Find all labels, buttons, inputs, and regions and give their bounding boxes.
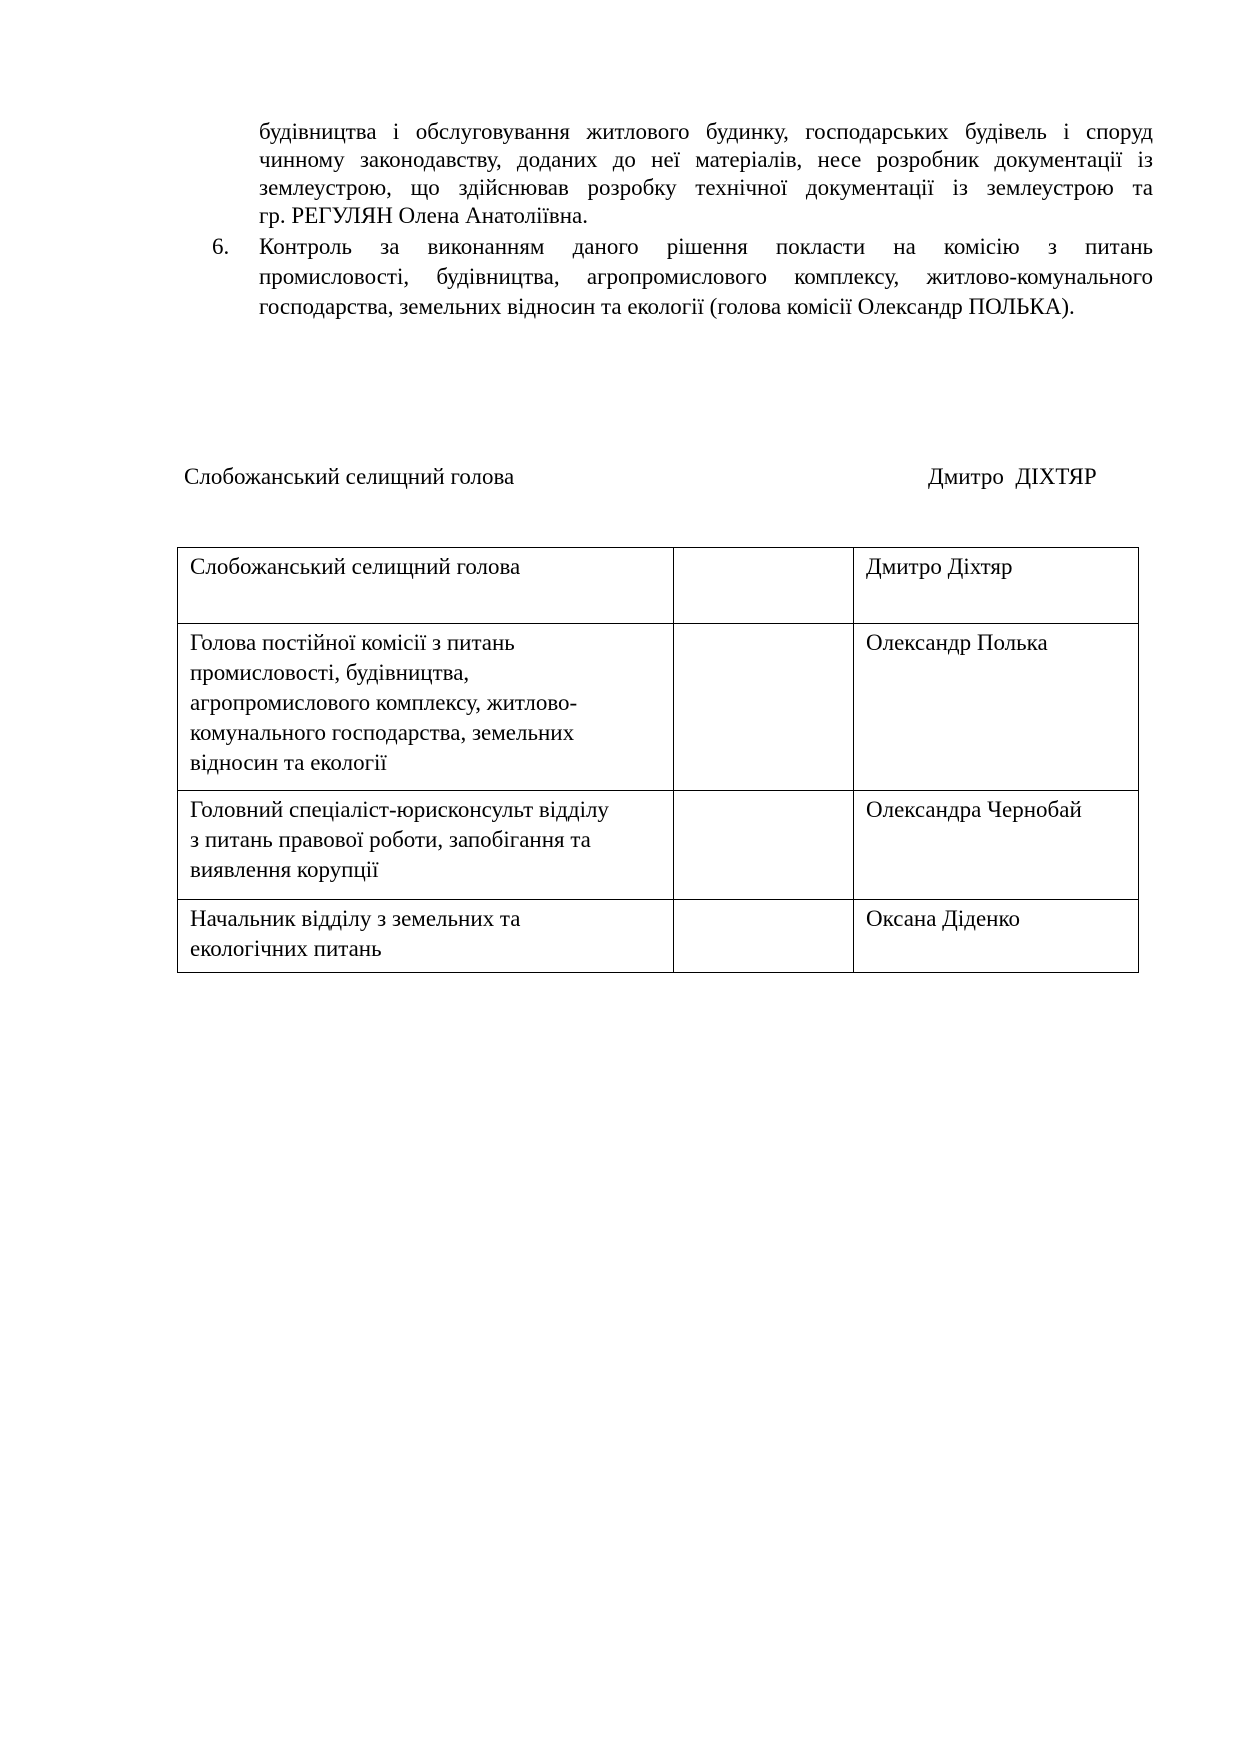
paragraph-line: чинному законодавству, доданих до неї матеріалів, несе розробник документації із — [259, 147, 1153, 172]
approver-position: Начальник відділу з земельних та екологічних питань — [178, 900, 674, 973]
approval-table — [177, 547, 1139, 973]
approver-name: Олександра Чернобай — [854, 791, 1139, 900]
approver-signature-cell — [674, 900, 854, 973]
item-line: промисловості, будівництва, агропромислового комплексу, житлово-комунального — [259, 264, 1153, 289]
signatory-position: Слобожанський селищний голова — [184, 464, 515, 489]
signature-block — [0, 464, 1240, 494]
approver-signature-cell — [674, 624, 854, 791]
paragraph-line: гр. РЕГУЛЯН Олена Анатоліївна. — [259, 203, 588, 228]
item-number: 6. — [212, 234, 230, 259]
approver-name: Оксана Діденко — [854, 900, 1139, 973]
decision-continuation-paragraph — [259, 118, 1153, 230]
approval-row — [178, 624, 1139, 791]
approver-name: Олександр Полька — [854, 624, 1139, 791]
approval-row — [178, 900, 1139, 973]
approval-row — [178, 791, 1139, 900]
item-text — [259, 232, 1153, 322]
item-line: Контроль за виконанням даного рішення покласти на комісію з питань — [259, 234, 1153, 259]
paragraph-line: будівництва і обслуговування житлового будинку, господарських будівель і споруд — [259, 119, 1153, 144]
approver-position: Слобожанський селищний голова — [178, 548, 674, 624]
approval-row — [178, 548, 1139, 624]
approver-position: Головний спеціаліст-юрисконсульт відділу з питань правової роботи, запобігання та виявлення корупції — [178, 791, 674, 900]
item-line: господарства, земельних відносин та екології (голова комісії Олександр ПОЛЬКА). — [259, 294, 1075, 319]
approver-position: Голова постійної комісії з питань промисловості, будівництва, агропромислового комплексу, житлово- комунального господарства, земельних відносин та екології — [178, 624, 674, 791]
signatory-name: Дмитро ДІХТЯР — [928, 464, 1097, 489]
approver-signature-cell — [674, 548, 854, 624]
paragraph-line: землеустрою, що здійснював розробку технічної документації із землеустрою та — [259, 175, 1153, 200]
approver-signature-cell — [674, 791, 854, 900]
approver-name: Дмитро Діхтяр — [854, 548, 1139, 624]
